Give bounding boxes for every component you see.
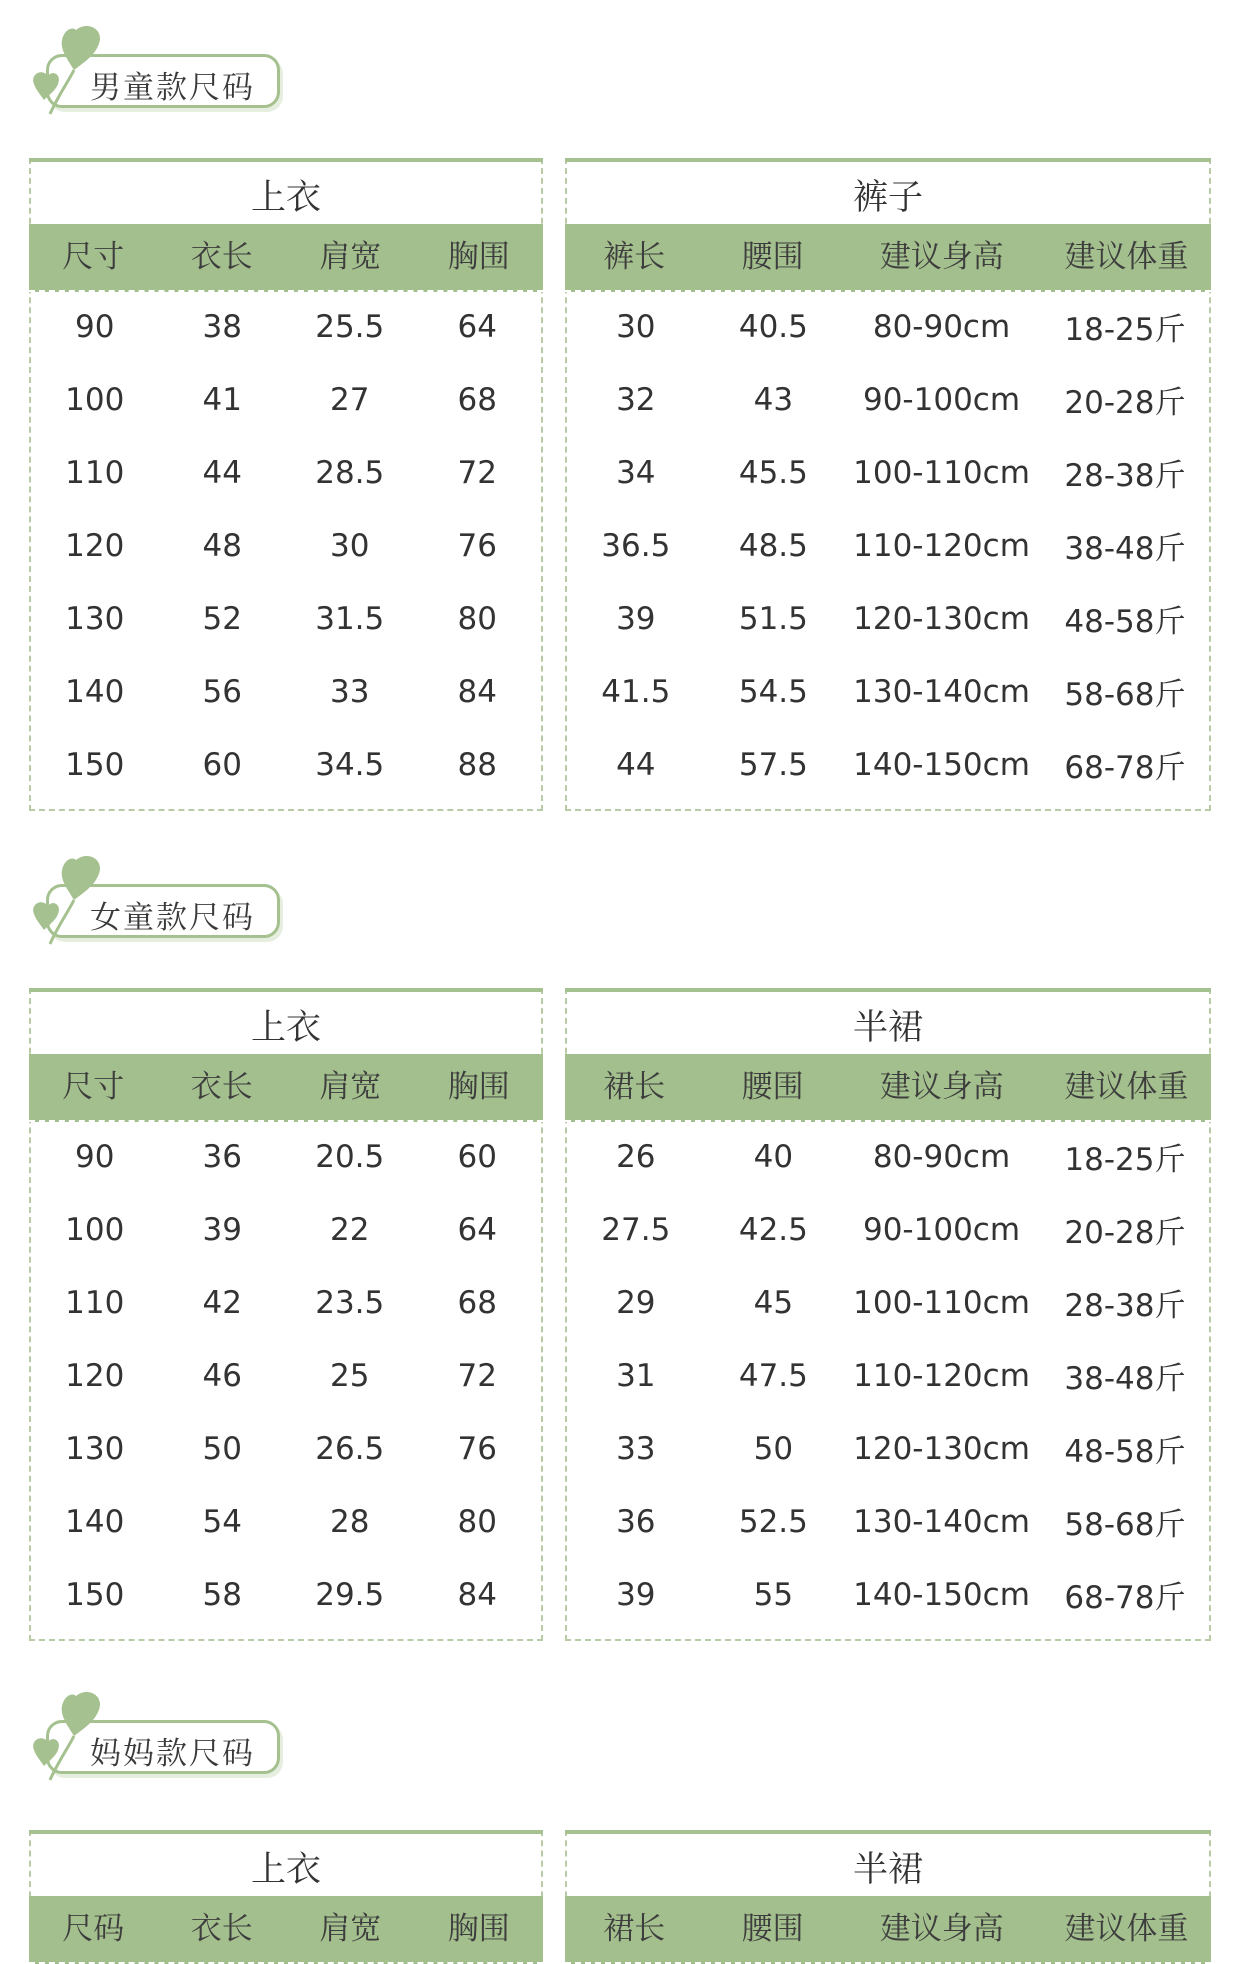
table-cell: 29.5 <box>315 1576 385 1613</box>
table-cell: 28.5 <box>315 454 385 491</box>
column-header: 建议体重 <box>1064 1911 1189 1947</box>
table-row <box>31 655 541 728</box>
table-title: 上衣 <box>250 178 321 218</box>
table-cell: 54 <box>202 1503 242 1540</box>
table-cell: 52.5 <box>738 1503 808 1540</box>
table-cell: 31.5 <box>315 600 385 637</box>
table-cell: 36 <box>202 1138 242 1175</box>
table-cell: 110 <box>65 1284 125 1321</box>
table-cell: 20.5 <box>315 1138 385 1175</box>
bottom-size-table <box>565 1830 1211 1947</box>
table-cell: 150 <box>65 746 125 783</box>
table-cell: 54.5 <box>738 673 808 710</box>
section-title: 女童款尺码 <box>90 900 255 936</box>
table-row <box>567 1339 1209 1412</box>
table-body <box>31 1120 541 1631</box>
table-body <box>567 290 1209 801</box>
table-cell: 41 <box>202 381 242 418</box>
table-header-row <box>29 1054 543 1122</box>
table-cell: 64 <box>457 308 497 345</box>
table-cell: 33 <box>330 673 370 710</box>
table-cell: 80-90cm <box>872 1138 1011 1175</box>
table-cell: 80 <box>457 1503 497 1540</box>
table-cell: 76 <box>457 527 497 564</box>
column-header: 衣长 <box>190 1069 253 1105</box>
table-cell: 33 <box>616 1430 656 1467</box>
table-top-border <box>29 158 543 162</box>
table-cell: 48 <box>202 527 242 564</box>
column-header: 腰围 <box>741 1911 804 1947</box>
column-header: 衣长 <box>190 1911 253 1947</box>
column-header: 裙长 <box>603 1911 666 1947</box>
table-top-border <box>565 1830 1211 1834</box>
table-cell: 47.5 <box>738 1357 808 1394</box>
table-title: 半裙 <box>852 1008 923 1048</box>
table-cell: 34.5 <box>315 746 385 783</box>
table-cell: 48.5 <box>738 527 808 564</box>
section-label <box>28 852 288 962</box>
table-cell: 56 <box>202 673 242 710</box>
table-cell: 130 <box>65 1430 125 1467</box>
table-row <box>567 1266 1209 1339</box>
column-header: 建议体重 <box>1064 1069 1189 1105</box>
table-row <box>567 582 1209 655</box>
table-header-row <box>29 224 543 292</box>
table-cell: 120-130cm <box>853 1430 1030 1467</box>
table-row <box>567 1120 1209 1193</box>
table-cell: 60 <box>457 1138 497 1175</box>
table-cell: 39 <box>202 1211 242 1248</box>
table-cell: 80-90cm <box>872 308 1011 345</box>
column-header: 肩宽 <box>319 1911 382 1947</box>
table-cell: 110-120cm <box>853 527 1030 564</box>
table-cell: 100 <box>65 381 125 418</box>
table-row <box>567 509 1209 582</box>
table-body <box>567 1120 1209 1631</box>
table-cell: 68 <box>457 1284 497 1321</box>
table-cell: 23.5 <box>315 1284 385 1321</box>
table-cell: 100-110cm <box>853 1284 1030 1321</box>
table-cell: 84 <box>457 1576 497 1613</box>
table-top-border <box>29 988 543 992</box>
column-header: 建议身高 <box>879 1069 1004 1105</box>
table-cell: 45 <box>753 1284 794 1321</box>
table-cell: 40 <box>753 1138 794 1175</box>
table-cell: 58-68斤 <box>1064 1507 1186 1543</box>
table-row <box>567 1193 1209 1266</box>
table-cell: 140-150cm <box>853 746 1030 783</box>
table-title: 上衣 <box>250 1850 321 1890</box>
table-body <box>31 290 541 801</box>
table-row <box>31 290 541 363</box>
table-cell: 18-25斤 <box>1064 312 1186 348</box>
table-row <box>31 1266 541 1339</box>
table-row <box>567 1412 1209 1485</box>
column-header: 尺寸 <box>62 239 125 275</box>
table-cell: 27.5 <box>601 1211 671 1248</box>
table-cell: 48-58斤 <box>1064 604 1186 640</box>
table-cell: 25 <box>330 1357 370 1394</box>
table-cell: 120 <box>65 527 125 564</box>
table-cell: 90-100cm <box>862 381 1021 418</box>
table-title: 裤子 <box>852 178 923 218</box>
table-cell: 76 <box>457 1430 497 1467</box>
table-cell: 120-130cm <box>853 600 1030 637</box>
table-cell: 60 <box>202 746 242 783</box>
table-row <box>567 655 1209 728</box>
table-cell: 29 <box>616 1284 656 1321</box>
table-cell: 32 <box>616 381 656 418</box>
table-cell: 50 <box>202 1430 242 1467</box>
column-header: 胸围 <box>447 1069 510 1105</box>
table-cell: 39 <box>616 1576 656 1613</box>
column-header: 胸围 <box>447 1911 510 1947</box>
column-header: 裤长 <box>603 239 666 275</box>
top-size-table <box>29 1830 543 1947</box>
column-header: 肩宽 <box>319 1069 382 1105</box>
table-row <box>567 728 1209 801</box>
table-cell: 80 <box>457 600 497 637</box>
table-cell: 90-100cm <box>862 1211 1021 1248</box>
table-cell: 26.5 <box>315 1430 385 1467</box>
table-cell: 64 <box>457 1211 497 1248</box>
section-title: 妈妈款尺码 <box>90 1736 255 1772</box>
table-cell: 20-28斤 <box>1064 385 1186 421</box>
table-cell: 34 <box>616 454 656 491</box>
bottom-size-table <box>565 158 1211 811</box>
column-header: 建议体重 <box>1064 239 1189 275</box>
table-title: 半裙 <box>852 1850 923 1890</box>
bottom-size-table <box>565 988 1211 1641</box>
table-cell: 72 <box>457 1357 497 1394</box>
table-row <box>31 363 541 436</box>
table-cell: 41.5 <box>601 673 671 710</box>
table-row <box>31 728 541 801</box>
table-header-row <box>565 1896 1211 1964</box>
table-row <box>567 1558 1209 1631</box>
table-cell: 20-28斤 <box>1064 1215 1186 1251</box>
table-cell: 43 <box>753 381 794 418</box>
column-header: 腰围 <box>741 1069 804 1105</box>
column-header: 尺寸 <box>62 1069 125 1105</box>
table-cell: 68-78斤 <box>1064 750 1186 786</box>
table-header-row <box>565 1054 1211 1122</box>
table-cell: 42.5 <box>738 1211 808 1248</box>
table-cell: 120 <box>65 1357 125 1394</box>
table-row <box>31 1412 541 1485</box>
table-cell: 90 <box>75 1138 115 1175</box>
table-cell: 130-140cm <box>853 673 1030 710</box>
table-row <box>31 509 541 582</box>
table-cell: 58-68斤 <box>1064 677 1186 713</box>
table-cell: 84 <box>457 673 497 710</box>
table-cell: 45.5 <box>738 454 808 491</box>
table-cell: 28-38斤 <box>1064 458 1186 494</box>
table-cell: 44 <box>202 454 242 491</box>
table-cell: 90 <box>75 308 115 345</box>
table-row <box>31 1558 541 1631</box>
top-size-table <box>29 988 543 1641</box>
table-cell: 30 <box>616 308 656 345</box>
column-header: 建议身高 <box>879 1911 1004 1947</box>
table-row <box>567 1485 1209 1558</box>
table-cell: 110 <box>65 454 125 491</box>
table-cell: 18-25斤 <box>1064 1142 1186 1178</box>
table-cell: 42 <box>202 1284 242 1321</box>
table-cell: 100-110cm <box>853 454 1030 491</box>
table-cell: 51.5 <box>738 600 808 637</box>
column-header: 腰围 <box>741 239 804 275</box>
section-label <box>28 22 288 132</box>
table-row <box>31 1193 541 1266</box>
table-cell: 26 <box>616 1138 656 1175</box>
table-row <box>31 1120 541 1193</box>
table-cell: 150 <box>65 1576 125 1613</box>
table-cell: 50 <box>753 1430 794 1467</box>
table-cell: 72 <box>457 454 497 491</box>
table-cell: 68-78斤 <box>1064 1580 1186 1616</box>
table-title: 上衣 <box>250 1008 321 1048</box>
table-cell: 38-48斤 <box>1064 1361 1186 1397</box>
table-cell: 36 <box>616 1503 656 1540</box>
table-cell: 31 <box>616 1357 656 1394</box>
table-cell: 28-38斤 <box>1064 1288 1186 1324</box>
table-cell: 57.5 <box>738 746 808 783</box>
table-cell: 52 <box>202 600 242 637</box>
column-header: 尺码 <box>62 1911 125 1947</box>
table-cell: 140 <box>65 1503 125 1540</box>
table-cell: 140 <box>65 673 125 710</box>
column-header: 衣长 <box>190 239 253 275</box>
table-cell: 100 <box>65 1211 125 1248</box>
table-cell: 130-140cm <box>853 1503 1030 1540</box>
table-cell: 38 <box>202 308 242 345</box>
table-cell: 46 <box>202 1357 242 1394</box>
column-header: 建议身高 <box>879 239 1004 275</box>
table-cell: 130 <box>65 600 125 637</box>
column-header: 裙长 <box>603 1069 666 1105</box>
table-top-border <box>565 988 1211 992</box>
table-row <box>31 582 541 655</box>
table-cell: 27 <box>330 381 370 418</box>
column-header: 胸围 <box>447 239 510 275</box>
table-cell: 58 <box>202 1576 242 1613</box>
table-cell: 28 <box>330 1503 370 1540</box>
table-cell: 140-150cm <box>853 1576 1030 1613</box>
table-cell: 22 <box>330 1211 370 1248</box>
table-row <box>567 363 1209 436</box>
table-row <box>31 436 541 509</box>
table-row <box>31 1339 541 1412</box>
table-cell: 38-48斤 <box>1064 531 1186 567</box>
section-label <box>28 1688 288 1798</box>
table-cell: 39 <box>616 600 656 637</box>
table-cell: 48-58斤 <box>1064 1434 1186 1470</box>
section-title: 男童款尺码 <box>90 70 255 106</box>
table-cell: 110-120cm <box>853 1357 1030 1394</box>
table-cell: 30 <box>330 527 370 564</box>
table-cell: 68 <box>457 381 497 418</box>
column-header: 肩宽 <box>319 239 382 275</box>
table-top-border <box>565 158 1211 162</box>
table-header-row <box>565 224 1211 292</box>
table-top-border <box>29 1830 543 1834</box>
table-cell: 25.5 <box>315 308 385 345</box>
table-row <box>567 290 1209 363</box>
top-size-table <box>29 158 543 811</box>
table-cell: 55 <box>753 1576 794 1613</box>
table-cell: 36.5 <box>601 527 671 564</box>
table-row <box>31 1485 541 1558</box>
table-cell: 44 <box>616 746 656 783</box>
table-cell: 88 <box>457 746 497 783</box>
table-cell: 40.5 <box>738 308 808 345</box>
table-row <box>567 436 1209 509</box>
table-header-row <box>29 1896 543 1964</box>
